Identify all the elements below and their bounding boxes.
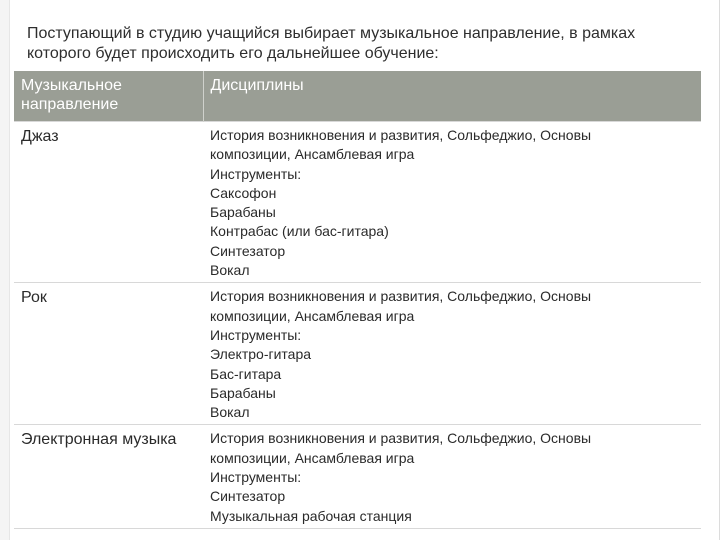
discipline-line: Инструменты: [210, 165, 302, 182]
discipline-line: История возникновения и развития, Сольфеджио, Основы [210, 430, 592, 447]
discipline-line: Синтезатор [210, 242, 286, 259]
disciplines-cell [203, 122, 701, 283]
table-row [14, 283, 701, 425]
direction-cell: Рок [14, 283, 203, 425]
discipline-line: Барабаны [210, 204, 276, 221]
header-direction: Музыкальное направление [14, 71, 203, 122]
discipline-line: Бас-гитара [210, 365, 282, 382]
discipline-line: Барабаны [210, 384, 276, 401]
discipline-line: Саксофон [210, 184, 277, 201]
disciplines-cell [203, 425, 701, 528]
discipline-line: Инструменты: [210, 326, 302, 343]
disciplines-table [14, 71, 701, 529]
discipline-line: История возникновения и развития, Сольфеджио, Основы [210, 288, 592, 305]
disciplines-cell [203, 283, 701, 425]
header-row [14, 71, 701, 122]
discipline-line: Синтезатор [210, 488, 286, 505]
discipline-line: Вокал [210, 262, 250, 279]
discipline-line: Контрабас (или бас-гитара) [210, 223, 389, 240]
direction-cell: Джаз [14, 122, 203, 283]
discipline-line: Вокал [210, 404, 250, 421]
discipline-line: Музыкальная рабочая станция [210, 507, 412, 524]
intro-text: Поступающий в студию учащийся выбирает музыкальное направление, в рамках которого будет происходить его дальнейшее обучение: [27, 25, 636, 62]
disciplines-table-container [14, 71, 701, 529]
table-row [14, 122, 701, 283]
slide-left-gutter [0, 0, 10, 540]
table-header [14, 71, 701, 122]
discipline-line: композиции, Ансамблевая игра [210, 146, 415, 163]
discipline-line: Инструменты: [210, 469, 302, 486]
direction-cell: Электронная музыка [14, 425, 203, 528]
table-body [14, 122, 701, 529]
discipline-line: композиции, Ансамблевая игра [210, 449, 415, 466]
discipline-line: композиции, Ансамблевая игра [210, 307, 415, 324]
discipline-line: Электро-гитара [210, 346, 312, 363]
header-disciplines: Дисциплины [203, 71, 701, 122]
table-row [14, 425, 701, 528]
discipline-line: История возникновения и развития, Сольфеджио, Основы [210, 127, 592, 143]
